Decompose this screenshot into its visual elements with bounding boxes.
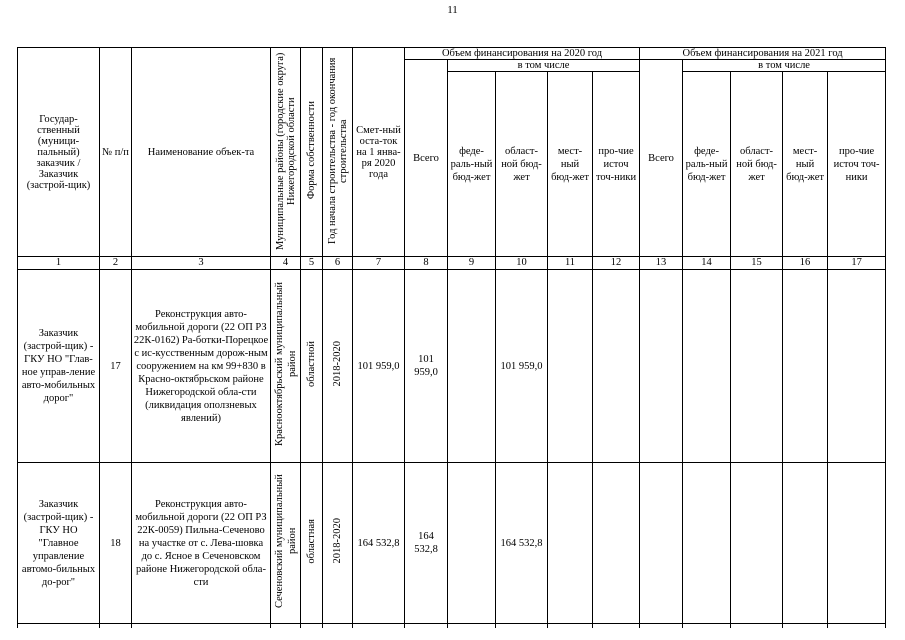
column-number-row xyxy=(18,257,886,270)
continuation-cell xyxy=(496,624,548,629)
estimate-cell: 164 532,8 xyxy=(353,463,405,624)
federal-2020-cell xyxy=(448,270,496,463)
object-name-cell: Реконструкция авто-мобильной дороги (22 ОП РЗ 22К-0162) Ра-ботки-Порецкое с ис-кусственным дорож-ным сооружением на км 99+830 в Красно-октябрьском районе Нижегородской обла-сти (ликвидация оползневых явлений) xyxy=(132,270,271,463)
header-years: Год начала строительства - год окончания строительства xyxy=(323,48,353,257)
customer-cell: Заказчик (застрой-щик) - ГКУ НО "Глав-ное управ-ление авто-мобильных дорог" xyxy=(18,270,100,463)
continuation-cell xyxy=(323,624,353,629)
header-local-2020: мест-ный бюд-жет xyxy=(548,72,593,257)
other-2021-cell xyxy=(828,270,886,463)
federal-2021-cell xyxy=(683,463,731,624)
continuation-cell xyxy=(132,624,271,629)
column-number: 1 xyxy=(18,257,100,270)
column-number: 4 xyxy=(271,257,301,270)
continuation-cell xyxy=(731,624,783,629)
continuation-cell xyxy=(448,624,496,629)
header-federal-2021: феде-раль-ный бюд-жет xyxy=(683,72,731,257)
header-including-2021: в том числе xyxy=(683,60,886,72)
table-row xyxy=(18,463,886,624)
header-ownership: Форма собственности xyxy=(301,48,323,257)
object-name-cell: Реконструкция авто-мобильной дороги (22 ОП РЗ 22К-0059) Пильна-Сеченово на участке от с. Лева-шовка до с. Ясное в Сеченовском районе Нижегородской обла-сти xyxy=(132,463,271,624)
header-fin-2021: Объем финансирования на 2021 год xyxy=(640,48,886,60)
years-cell: 2018-2020 xyxy=(323,270,353,463)
continuation-cell xyxy=(828,624,886,629)
header-total-2021: Всего xyxy=(640,60,683,257)
other-2020-cell xyxy=(593,463,640,624)
column-number: 7 xyxy=(353,257,405,270)
continuation-cell xyxy=(18,624,100,629)
column-number: 14 xyxy=(683,257,731,270)
other-2021-cell xyxy=(828,463,886,624)
continuation-cell xyxy=(353,624,405,629)
column-number: 17 xyxy=(828,257,886,270)
header-including-2020: в том числе xyxy=(448,60,640,72)
header-object-name: Наименование объек-та xyxy=(132,48,271,257)
column-number: 12 xyxy=(593,257,640,270)
column-number: 8 xyxy=(405,257,448,270)
regional-2020-cell: 101 959,0 xyxy=(496,270,548,463)
continuation-cell xyxy=(548,624,593,629)
header-estimate: Смет-ный оста-ток на 1 янва-ря 2020 года xyxy=(353,48,405,257)
column-number: 3 xyxy=(132,257,271,270)
column-number: 15 xyxy=(731,257,783,270)
local-2021-cell xyxy=(783,270,828,463)
financing-table xyxy=(17,47,886,628)
regional-2021-cell xyxy=(731,463,783,624)
regional-2021-cell xyxy=(731,270,783,463)
column-number: 9 xyxy=(448,257,496,270)
federal-2021-cell xyxy=(683,270,731,463)
local-2020-cell xyxy=(548,270,593,463)
continuation-cell xyxy=(271,624,301,629)
page-number: 11 xyxy=(447,4,458,16)
column-number: 10 xyxy=(496,257,548,270)
other-2020-cell xyxy=(593,270,640,463)
column-number: 6 xyxy=(323,257,353,270)
continuation-cell xyxy=(783,624,828,629)
total-2021-cell xyxy=(640,270,683,463)
total-2020-cell: 101 959,0 xyxy=(405,270,448,463)
header-total-2020: Всего xyxy=(405,60,448,257)
continuation-cell xyxy=(593,624,640,629)
ownership-cell: областная xyxy=(301,463,323,624)
total-2021-cell xyxy=(640,463,683,624)
header-other-2020: про-чие источ точ-ники xyxy=(593,72,640,257)
table-continuation xyxy=(18,624,886,629)
ownership-cell: областной xyxy=(301,270,323,463)
header-regional-2020: област-ной бюд-жет xyxy=(496,72,548,257)
total-2020-cell: 164 532,8 xyxy=(405,463,448,624)
district-cell: Краснооктябрьский муниципальный район xyxy=(271,270,301,463)
column-number: 13 xyxy=(640,257,683,270)
header-other-2021: про-чие источ точ-ники xyxy=(828,72,886,257)
customer-cell: Заказчик (застрой-щик) - ГКУ НО "Главное управление автомо-бильных до-рог" xyxy=(18,463,100,624)
continuation-cell xyxy=(640,624,683,629)
continuation-cell xyxy=(100,624,132,629)
header-fin-2020: Объем финансирования на 2020 год xyxy=(405,48,640,60)
row-number-cell: 18 xyxy=(100,463,132,624)
header-local-2021: мест-ный бюд-жет xyxy=(783,72,828,257)
header-customer: Государ-ственный (муници-пальный) заказчик / Заказчик (застрой-щик) xyxy=(18,48,100,257)
federal-2020-cell xyxy=(448,463,496,624)
column-number: 11 xyxy=(548,257,593,270)
local-2020-cell xyxy=(548,463,593,624)
header-num: № п/п xyxy=(100,48,132,257)
local-2021-cell xyxy=(783,463,828,624)
table-row xyxy=(18,270,886,463)
continuation-cell xyxy=(405,624,448,629)
header-federal-2020: феде-раль-ный бюд-жет xyxy=(448,72,496,257)
header-districts: Муниципальные районы (городские округа) Нижегородской области xyxy=(271,48,301,257)
header-regional-2021: област-ной бюд-жет xyxy=(731,72,783,257)
header-row-1 xyxy=(18,48,886,60)
years-cell: 2018-2020 xyxy=(323,463,353,624)
district-cell: Сеченовский муниципальный район xyxy=(271,463,301,624)
column-number: 16 xyxy=(783,257,828,270)
column-number: 5 xyxy=(301,257,323,270)
estimate-cell: 101 959,0 xyxy=(353,270,405,463)
row-number-cell: 17 xyxy=(100,270,132,463)
column-number: 2 xyxy=(100,257,132,270)
continuation-cell xyxy=(301,624,323,629)
continuation-cell xyxy=(683,624,731,629)
regional-2020-cell: 164 532,8 xyxy=(496,463,548,624)
